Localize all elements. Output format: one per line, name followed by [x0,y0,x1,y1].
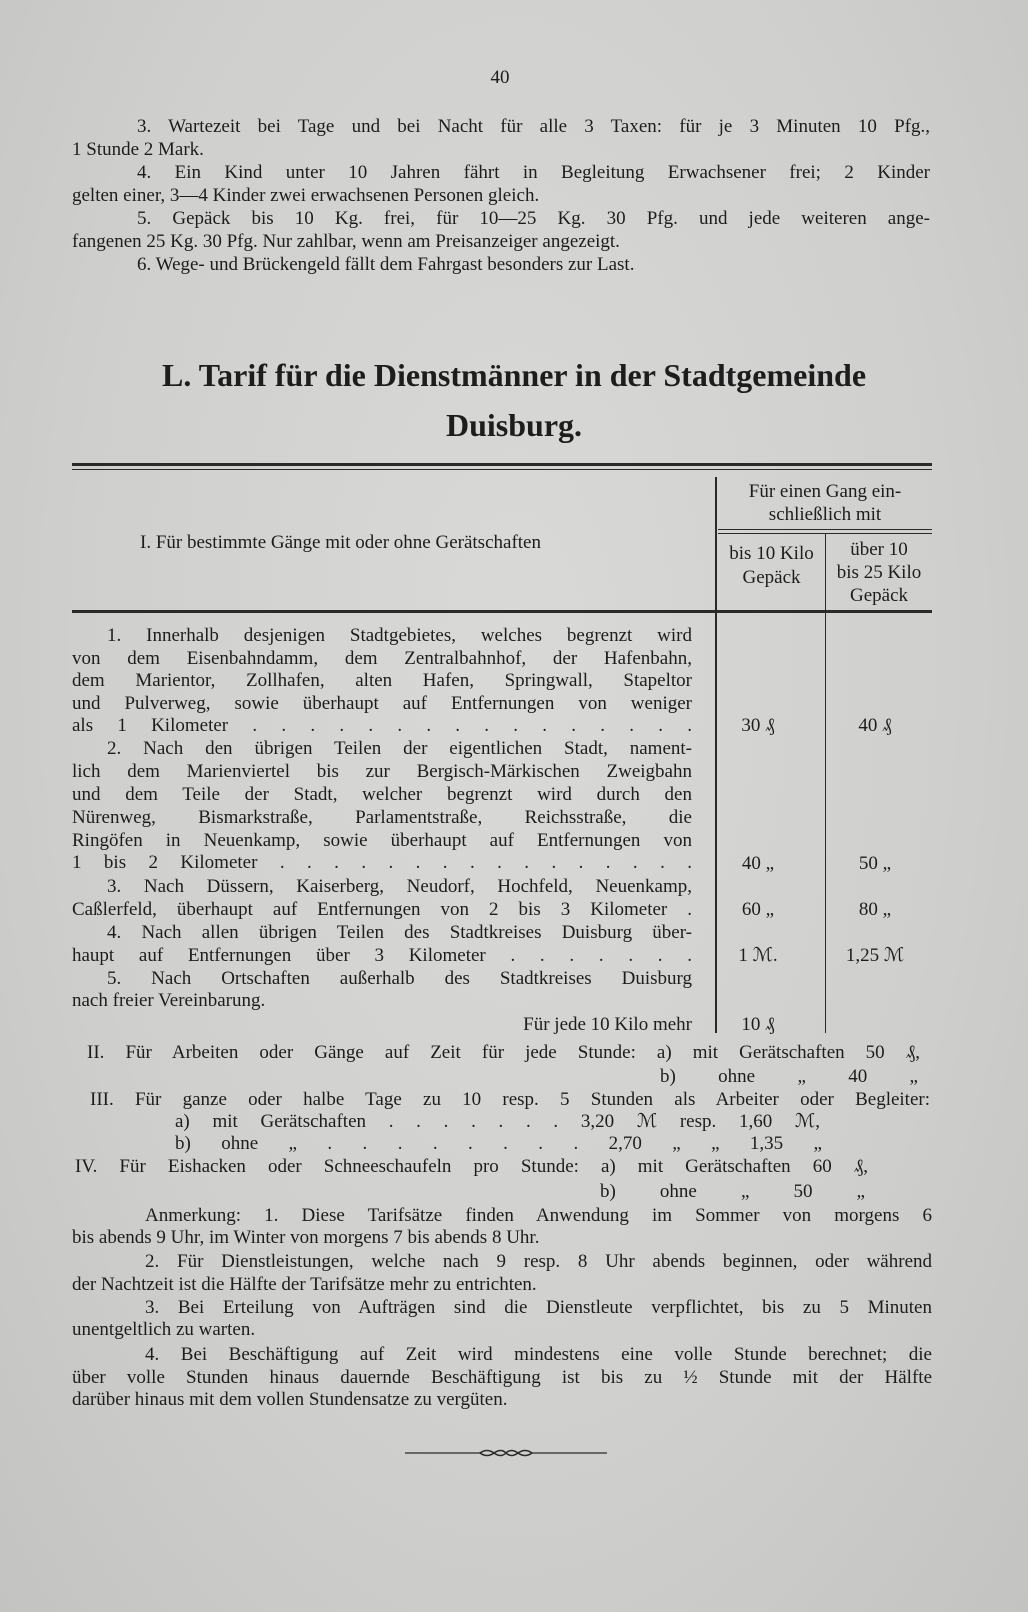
note-line: 2. Für Dienstleistungen, welche nach 9 resp. 8 Uhr abends beginnen, oder während [145,1251,932,1272]
table-section-heading: I. Für bestimmte Gänge mit oder ohne Gerätschaften [140,532,541,553]
column-divider [825,613,826,1033]
table-top-rule [72,463,932,466]
intro-line: 4. Ein Kind unter 10 Jahren fährt in Begleitung Erwachsener frei; 2 Kinder [137,162,930,183]
section-iii-b: b) ohne „ . . . . . . . . 2,70 „ „ 1,35 „ [175,1133,822,1154]
price-cell: 80 „ [858,899,892,920]
table-header-rule [72,610,932,613]
price-cell: 40 „ [741,853,775,874]
table-line: 3. Nach Düssern, Kaiserberg, Neudorf, Hochfeld, Neuenkamp, [107,876,692,897]
table-line: 5. Nach Ortschaften außerhalb des Stadtkreises Duisburg [107,968,692,989]
col1-header: Gepäck [742,567,801,588]
intro-line: fangenen 25 Kg. 30 Pfg. Nur zahlbar, wenn am Preisanzeiger angezeigt. [72,231,620,252]
note-line: unentgeltlich zu warten. [72,1319,256,1340]
section-iii-a: a) mit Gerätschaften . . . . . . . 3,20 ℳ resp. 1,60 ℳ, [175,1111,820,1132]
table-line: Caßlerfeld, überhaupt auf Entfernungen von 2 bis 3 Kilometer . [72,899,692,920]
section-iii: III. Für ganze oder halbe Tage zu 10 resp. 5 Stunden als Arbeiter oder Begleiter: [90,1089,930,1110]
intro-line: gelten einer, 3—4 Kinder zwei erwachsenen Personen gleich. [72,185,540,206]
section-iv-b: b) ohne „ 50 „ [600,1181,865,1202]
table-line: und Pulverweg, sowie überhaupt auf Entfernungen von weniger [72,693,692,714]
section-title: L. Tarif für die Dienstmänner in der Stadtgemeinde [161,357,867,393]
price-cell: 1,25 ℳ [845,945,905,966]
table-line: haupt auf Entfernungen über 3 Kilometer . . . . . . . [72,945,692,966]
table-line: 1. Innerhalb desjenigen Stadtgebietes, welches begrenzt wird [107,625,692,646]
intro-line: 1 Stunde 2 Mark. [72,139,204,160]
column-divider [715,477,717,612]
table-line: 1 bis 2 Kilometer . . . . . . . . . . . . . . . . [72,852,692,873]
note-line: 4. Bei Beschäftigung auf Zeit wird mindestens eine volle Stunde berechnet; die [145,1344,932,1365]
note-line: Anmerkung: 1. Diese Tarifsätze finden Anwendung im Sommer von morgens 6 [145,1205,932,1226]
table-line: 4. Nach allen übrigen Teilen des Stadtkreises Duisburg über- [107,922,692,943]
col2-header: Gepäck [849,585,909,606]
end-ornament [405,1448,607,1458]
section-ii-b: b) ohne „ 40 „ [660,1066,918,1087]
section-iv: IV. Für Eishacken oder Schneeschaufeln pro Stunde: a) mit Gerätschaften 60 ₰, [75,1156,868,1177]
col2-header: über 10 [850,539,908,560]
intro-line: 5. Gepäck bis 10 Kg. frei, für 10—25 Kg. 30 Pfg. und jede weiteren ange- [137,208,930,229]
intro-line: 3. Wartezeit bei Tage und bei Nacht für alle 3 Taxen: für je 3 Minuten 10 Pfg., [137,116,930,137]
note-line: bis abends 9 Uhr, im Winter von morgens 7 bis abends 8 Uhr. [72,1227,540,1248]
note-line: darüber hinaus mit dem vollen Stundensatze zu vergüten. [72,1389,508,1410]
note-line: 3. Bei Erteilung von Aufträgen sind die Dienstleute verpflichtet, bis zu 5 Minuten [145,1297,932,1318]
intro-line: 6. Wege- und Brückengeld fällt dem Fahrgast besonders zur Last. [137,254,635,275]
price-cell: 30 ₰ [741,715,775,736]
table-line: dem Marientor, Zollhafen, alten Hafen, Springwall, Stapeltor [72,670,692,691]
group-header: schließlich mit [768,504,882,525]
page-number: 40 [490,67,510,88]
col1-header: bis 10 Kilo [729,543,814,564]
section-title-city: Duisburg. [445,407,583,443]
table-top-rule-thin [72,469,932,470]
note-line: über volle Stunden hinaus dauernde Beschäftigung ist bis zu ½ Stunde mit der Hälfte [72,1367,932,1388]
price-cell: 50 „ [858,853,892,874]
section-ii: II. Für Arbeiten oder Gänge auf Zeit für jede Stunde: a) mit Gerätschaften 50 ₰, [87,1042,920,1063]
group-header: Für einen Gang ein- [748,481,902,502]
column-divider [715,613,717,1033]
extra-weight-price: 10 ₰ [741,1014,775,1035]
col2-header: bis 25 Kilo [836,562,922,583]
table-line: 2. Nach den übrigen Teilen der eigentlichen Stadt, nament- [107,738,692,759]
table-line: von dem Eisenbahndamm, dem Zentralbahnhof, der Hafenbahn, [72,648,692,669]
extra-weight-label: Für jede 10 Kilo mehr [523,1014,692,1035]
price-cell: 40 ₰ [858,715,892,736]
price-cell: 60 „ [741,899,775,920]
note-line: der Nachtzeit ist die Hälfte der Tarifsätze mehr zu entrichten. [72,1274,537,1295]
group-header-rule [718,529,932,530]
table-line: als 1 Kilometer . . . . . . . . . . . . . . . . [72,715,692,736]
table-line: Nürenweg, Bismarkstraße, Parlamentstraße, Reichsstraße, die [72,807,692,828]
table-line: Ringöfen in Neuenkamp, sowie überhaupt auf Entfernungen von [72,830,692,851]
price-cell: 1 ℳ. [738,945,778,966]
table-line: und dem Teile der Stadt, welcher begrenzt wird durch den [72,784,692,805]
table-line: nach freier Vereinbarung. [72,990,266,1011]
table-line: lich dem Marienviertel bis zur Bergisch-Märkischen Zweigbahn [72,761,692,782]
